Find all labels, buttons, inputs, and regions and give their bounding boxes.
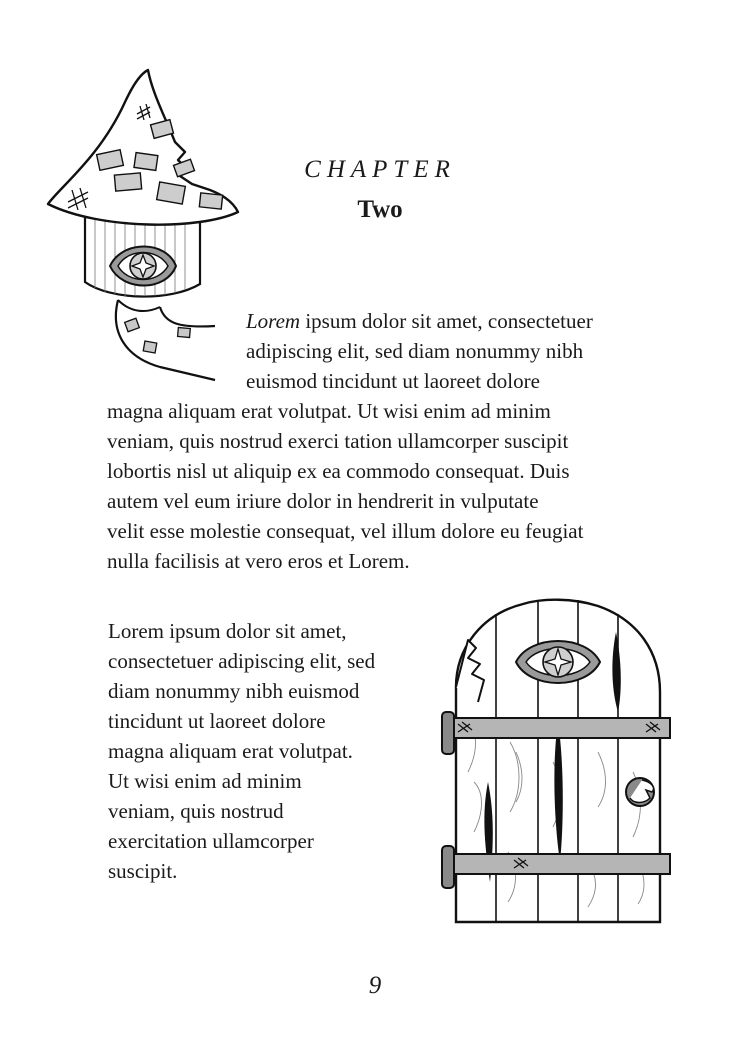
wizard-hat-tower-icon bbox=[40, 62, 240, 392]
chapter-number: Two bbox=[357, 196, 403, 223]
paragraph-1-line: autem vel eum iriure dolor in hendrerit in vulputate bbox=[107, 489, 539, 513]
paragraph-1-line: euismod tincidunt ut laoreet dolore bbox=[246, 369, 540, 393]
paragraph-1-line: magna aliquam erat volutpat. Ut wisi enim ad minim bbox=[107, 399, 551, 423]
paragraph-2-line: Ut wisi enim ad minim bbox=[108, 769, 302, 793]
wooden-door-icon bbox=[438, 592, 678, 932]
paragraph-2-line: magna aliquam erat volutpat. bbox=[108, 739, 353, 763]
paragraph-1-line: adipiscing elit, sed diam nonummy nibh bbox=[246, 339, 584, 363]
paragraph-1-line: lobortis nisl ut aliquip ex ea commodo consequat. Duis bbox=[107, 459, 570, 483]
first-line-text: ipsum dolor sit amet, consectetuer bbox=[300, 309, 593, 333]
paragraph-2-line: tincidunt ut laoreet dolore bbox=[108, 709, 326, 733]
paragraph-1-line: velit esse molestie consequat, vel illum dolore eu feugiat bbox=[107, 519, 584, 543]
paragraph-2-line: diam nonummy nibh euismod bbox=[108, 679, 360, 703]
paragraph-2-line: suscipit. bbox=[108, 859, 178, 883]
paragraph-1-line: nulla facilisis at vero eros et Lorem. bbox=[107, 549, 410, 573]
paragraph-1-line: veniam, quis nostrud exerci tation ullamcorper suscipit bbox=[107, 429, 569, 453]
paragraph-2-line: Lorem ipsum dolor sit amet, bbox=[108, 619, 347, 643]
paragraph-2-line: veniam, quis nostrud bbox=[108, 799, 284, 823]
paragraph-2-line: consectetuer adipiscing elit, sed bbox=[108, 649, 376, 673]
page-number: 9 bbox=[368, 972, 382, 999]
chapter-label: CHAPTER bbox=[304, 156, 456, 183]
lead-word: Lorem bbox=[246, 309, 301, 333]
paragraph-1-line bbox=[246, 306, 593, 336]
paragraph-2-line: exercitation ullamcorper bbox=[108, 829, 314, 853]
